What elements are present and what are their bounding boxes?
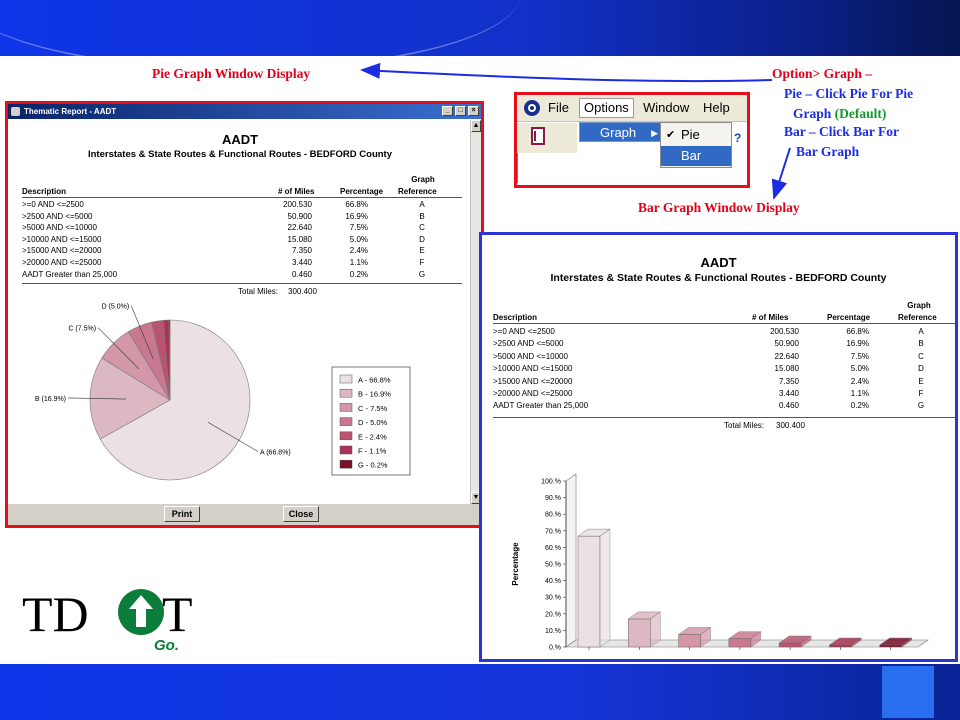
report-subtitle: Interstates & State Routes & Functional Routes - BEDFORD County: [87, 149, 393, 160]
bar-col-description: Description: [493, 313, 538, 322]
bar-ytick-label: 90.%: [545, 495, 561, 503]
bar-ytick-label: 40.%: [545, 578, 561, 586]
bar-report-title: AADT: [700, 255, 737, 270]
total-value: 300.400: [288, 287, 317, 296]
bar-A: [578, 536, 600, 647]
pie-row-cell-miles: 7.350: [291, 246, 312, 256]
pie-row-cell-ref: G: [418, 269, 426, 279]
bar-footer-rule: [493, 417, 955, 418]
bar-ytick-label: 10.%: [545, 627, 561, 635]
logo-circle: [118, 589, 164, 635]
bar-ytick-label: 20.%: [545, 611, 561, 619]
bar-side-A: [600, 529, 610, 647]
bar-ytick-label: 70.%: [545, 528, 561, 536]
submenu-graph[interactable]: [579, 122, 663, 142]
legend-swatch-B: [340, 389, 352, 397]
bar-row-cell-miles: 0.460: [778, 401, 799, 411]
checkmark-icon: ✔: [666, 129, 676, 141]
legend-swatch-D: [340, 418, 352, 426]
pie-row-cell-percentage: 66.8%: [345, 200, 368, 209]
pie-row-cell-miles: 50.900: [287, 211, 312, 221]
bar-row-cell-miles: 22.640: [774, 351, 799, 361]
pie-row-cell-miles: 200.530: [283, 200, 312, 209]
col-percentage: Percentage: [340, 187, 384, 196]
print-button[interactable]: Print: [164, 506, 200, 522]
col-description: Description: [22, 187, 67, 196]
report-title: AADT: [221, 132, 259, 147]
pie-row-cell-percentage: 16.9%: [345, 211, 368, 221]
pie-row-cell-miles: 0.460: [291, 269, 312, 279]
pie-row-cell-description: >10000 AND <=15000: [22, 234, 102, 244]
bar-row-cell-miles: 7.350: [778, 376, 799, 386]
pie-window-titlebar: [8, 104, 481, 119]
pie-slice-label-C: C (7.5%): [68, 325, 97, 333]
bar-col-graph: Graph: [907, 301, 931, 310]
legend-label-A: A - 66.8%: [358, 375, 391, 385]
pie-row-cell-ref: C: [419, 223, 425, 233]
bar-side-wall: [566, 474, 576, 647]
pie-button-bar: [8, 504, 481, 525]
legend-label-E: E - 2.4%: [358, 432, 387, 442]
bar-row-cell-ref: A: [918, 327, 924, 336]
pie-row-cell-percentage: 0.2%: [349, 269, 368, 279]
toolbar-strip: [517, 123, 577, 153]
bar-row-cell-percentage: 7.5%: [850, 351, 869, 361]
logo-letters-td: TD: [22, 586, 89, 642]
bar-row-cell-ref: B: [918, 339, 924, 349]
col-miles: # of Miles: [278, 187, 315, 196]
bar-col-reference: Reference: [898, 313, 937, 322]
bar-ytick-label: 50.%: [545, 561, 561, 569]
bar-row-cell-miles: 15.080: [774, 364, 799, 374]
header-rule: [22, 197, 462, 198]
legend-swatch-G: [340, 460, 352, 468]
pie-slice-label-D: D (5.0%): [101, 303, 130, 311]
menu-window[interactable]: Window: [643, 100, 690, 115]
pie-row-cell-percentage: 1.1%: [349, 258, 368, 267]
bar-row-cell-description: >15000 AND <=20000: [493, 376, 573, 386]
bar-row-cell-percentage: 5.0%: [850, 364, 869, 374]
close-window-button[interactable]: ×: [468, 106, 479, 116]
document-icon[interactable]: [531, 127, 545, 145]
bar-instruction-line2: Bar Graph: [796, 144, 860, 159]
arrow-to-pie-label: [362, 70, 772, 81]
pie-window-title: Thematic Report - AADT: [24, 107, 117, 116]
bar-ytick-label: 100.%: [541, 478, 561, 486]
bar-G: [880, 645, 902, 647]
pie-instruction-line1: Pie – Click Pie For Pie: [784, 86, 914, 101]
menu-screenshot: [514, 92, 750, 188]
up-arrow-icon: [118, 589, 164, 635]
flyout-item-pie[interactable]: [661, 125, 731, 145]
bar-col-percentage: Percentage: [827, 313, 871, 322]
pie-row-cell-ref: E: [419, 246, 425, 256]
total-label: Total Miles:: [238, 287, 279, 296]
pie-window-caption: Pie Graph Window Display: [152, 66, 311, 81]
bar-row-cell-description: >10000 AND <=15000: [493, 364, 573, 374]
bar-row-cell-percentage: 2.4%: [850, 376, 869, 386]
flyout-bar-label: Bar: [681, 148, 702, 163]
pie-row-cell-description: AADT Greater than 25,000: [22, 269, 118, 279]
pie-row-cell-ref: D: [419, 234, 425, 244]
bar-header-rule: [493, 323, 955, 324]
legend-swatch-A: [340, 375, 352, 383]
bar-F: [829, 645, 851, 647]
bar-instruction-line1: Bar – Click Bar For: [784, 124, 899, 139]
pie-row-cell-percentage: 2.4%: [349, 246, 368, 256]
bar-row-cell-ref: C: [918, 351, 924, 361]
maximize-button[interactable]: □: [455, 106, 466, 116]
pie-row-cell-ref: A: [419, 200, 425, 209]
bar-ytick-label: 60.%: [545, 544, 561, 552]
legend-label-B: B - 16.9%: [358, 389, 391, 399]
pie-row-cell-ref: B: [419, 211, 425, 221]
bar-window-caption: Bar Graph Window Display: [638, 200, 800, 215]
pie-row-cell-description: >=0 AND <=2500: [22, 200, 84, 209]
bar-row-cell-percentage: 0.2%: [850, 401, 869, 411]
pie-slice-label-A: A (66.8%): [260, 449, 291, 457]
submenu-arrow-icon: ▶: [651, 128, 658, 138]
legend-swatch-C: [340, 403, 352, 411]
bar-C: [679, 635, 701, 647]
window-app-icon: [11, 107, 20, 116]
pie-row-cell-ref: F: [419, 258, 425, 267]
bar-row-cell-miles: 3.440: [778, 389, 799, 398]
bar-report-subtitle: Interstates & State Routes & Functional Routes - BEDFORD County: [550, 272, 887, 284]
bar-row-cell-description: >5000 AND <=10000: [493, 351, 568, 361]
bar-total-label: Total Miles:: [724, 421, 765, 430]
bar-report-body: [482, 235, 955, 659]
bar-ytick-label: 30.%: [545, 594, 561, 602]
bar-ytick-label: 0.%: [548, 644, 561, 652]
col-graph: Graph: [411, 175, 435, 184]
flyout-item-bar[interactable]: [661, 146, 731, 166]
bar-B: [628, 619, 650, 647]
scroll-down-arrow[interactable]: ▼: [471, 492, 481, 504]
bar-total-value: 300.400: [776, 421, 805, 430]
bar-D: [729, 639, 751, 647]
window-edge: [517, 153, 521, 183]
menu-file[interactable]: File: [548, 100, 569, 115]
pie-row-cell-description: >2500 AND <=5000: [22, 211, 93, 221]
bar-row-cell-percentage: 1.1%: [850, 389, 869, 398]
flyout-pie-label: Pie: [681, 127, 700, 142]
bar-chart: [482, 471, 955, 656]
help-icon[interactable]: ?: [734, 131, 742, 145]
bar-row-cell-description: >20000 AND <=25000: [493, 389, 573, 398]
menu-help[interactable]: Help: [703, 100, 730, 115]
bar-row-cell-percentage: 66.8%: [846, 327, 869, 336]
legend-label-C: C - 7.5%: [358, 403, 388, 413]
submenu-graph-label: Graph: [600, 125, 637, 140]
bar-row-cell-ref: G: [917, 401, 925, 411]
bar-row-cell-description: >2500 AND <=5000: [493, 339, 564, 349]
pie-chart: [10, 303, 470, 503]
pie-default-note: (Default): [834, 106, 887, 121]
pie-row-cell-miles: 15.080: [287, 234, 312, 244]
bar-row-cell-miles: 200.530: [770, 327, 799, 336]
col-reference: Reference: [398, 187, 437, 196]
bar-row-cell-description: AADT Greater than 25,000: [493, 401, 589, 411]
pie-row-cell-percentage: 5.0%: [349, 234, 368, 244]
bar-E: [779, 643, 801, 647]
bar-row-cell-description: >=0 AND <=2500: [493, 327, 555, 336]
pie-row-cell-description: >20000 AND <=25000: [22, 258, 102, 267]
pie-row-cell-miles: 3.440: [291, 258, 312, 267]
pie-row-cell-description: >5000 AND <=10000: [22, 223, 97, 233]
bar-ylabel: Percentage: [511, 542, 520, 586]
bar-row-cell-ref: D: [918, 364, 924, 374]
menubar: [517, 95, 747, 122]
bar-row-cell-ref: E: [918, 376, 924, 386]
bar-col-miles: # of Miles: [752, 313, 789, 322]
pie-instruction-graph: Graph: [793, 106, 832, 121]
bar-row-cell-ref: F: [918, 389, 924, 398]
legend-label-G: G - 0.2%: [358, 460, 388, 470]
bar-window-frame: [479, 232, 958, 662]
pie-row-cell-percentage: 7.5%: [349, 223, 368, 233]
legend-swatch-E: [340, 432, 352, 440]
graph-flyout: [660, 122, 732, 168]
pie-row-cell-description: >15000 AND <=20000: [22, 246, 102, 256]
logo-letter-t: T: [162, 586, 193, 642]
bar-row-cell-miles: 50.900: [774, 339, 799, 349]
pie-report-body: [10, 120, 470, 504]
minimize-button[interactable]: _: [442, 106, 453, 116]
arrow-to-bar-label: [774, 148, 790, 198]
legend-label-F: F - 1.1%: [358, 446, 387, 456]
legend-label-D: D - 5.0%: [358, 418, 388, 428]
scroll-up-arrow[interactable]: ▲: [471, 120, 481, 132]
bar-ytick-label: 80.%: [545, 511, 561, 519]
app-logo-icon: [523, 99, 541, 117]
bar-row-cell-percentage: 16.9%: [846, 339, 869, 349]
option-path-caption: Option> Graph –: [772, 66, 872, 81]
footer-rule: [22, 283, 462, 284]
pie-slice-label-B: B (16.9%): [34, 395, 67, 403]
logo-tagline: Go.: [154, 637, 179, 654]
tdot-logo: [22, 585, 192, 660]
close-button[interactable]: Close: [283, 506, 319, 522]
pie-row-cell-miles: 22.640: [287, 223, 312, 233]
pie-window-frame: [5, 101, 484, 528]
menu-options[interactable]: Options: [579, 98, 634, 118]
legend-swatch-F: [340, 446, 352, 454]
